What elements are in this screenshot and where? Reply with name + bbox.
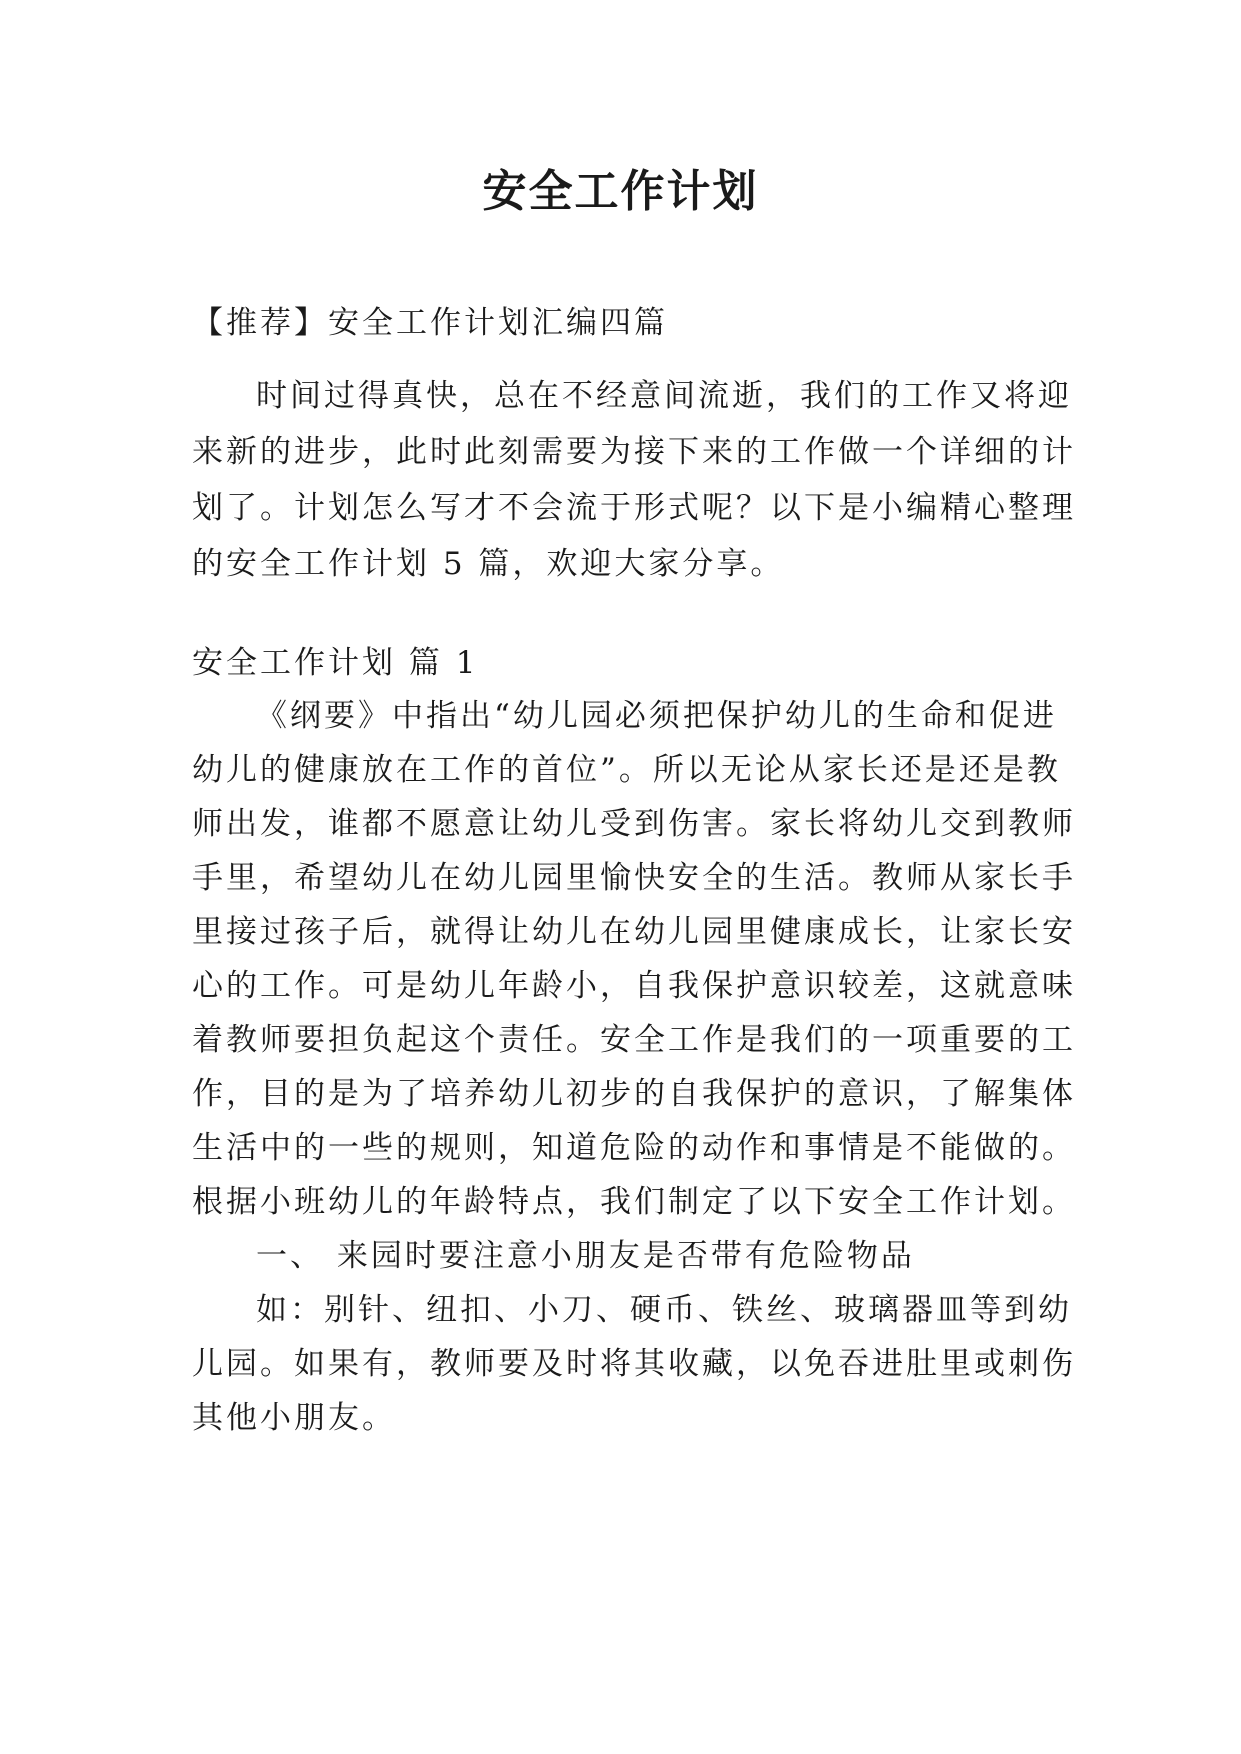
body-line: 心的工作。可是幼儿年龄小，自我保护意识较差，这就意味: [192, 968, 1076, 1004]
document-title: 安全工作计划: [482, 166, 759, 217]
body-line: 《纲要》中指出“幼儿园必须把保护幼儿的生命和促进: [256, 698, 1057, 734]
document-subtitle: 【推荐】安全工作计划汇编四篇: [192, 305, 668, 341]
intro-line: 来新的进步，此时此刻需要为接下来的工作做一个详细的计: [192, 434, 1076, 470]
item-line: 其他小朋友。: [192, 1400, 396, 1436]
intro-line: 时间过得真快，总在不经意间流逝，我们的工作又将迎: [256, 378, 1072, 414]
item-heading: 一、 来园时要注意小朋友是否带有危险物品: [256, 1238, 915, 1274]
body-line: 作，目的是为了培养幼儿初步的自我保护的意识，了解集体: [192, 1076, 1076, 1112]
item-line: 儿园。如果有，教师要及时将其收藏，以免吞进肚里或刺伤: [192, 1346, 1076, 1382]
intro-line: 划了。计划怎么写才不会流于形式呢？以下是小编精心整理: [192, 490, 1076, 526]
intro-line: 的安全工作计划 5 篇，欢迎大家分享。: [192, 546, 785, 582]
body-line: 里接过孩子后，就得让幼儿在幼儿园里健康成长，让家长安: [192, 914, 1076, 950]
body-line: 师出发，谁都不愿意让幼儿受到伤害。家长将幼儿交到教师: [192, 806, 1076, 842]
section-heading: 安全工作计划 篇 1: [192, 645, 479, 681]
body-line: 手里，希望幼儿在幼儿园里愉快安全的生活。教师从家长手: [192, 860, 1076, 896]
body-line: 生活中的一些的规则，知道危险的动作和事情是不能做的。: [192, 1130, 1076, 1166]
body-line: 着教师要担负起这个责任。安全工作是我们的一项重要的工: [192, 1022, 1076, 1058]
body-line: 幼儿的健康放在工作的首位”。所以无论从家长还是还是教: [192, 752, 1061, 788]
item-line: 如：别针、纽扣、小刀、硬币、铁丝、玻璃器皿等到幼: [256, 1292, 1072, 1328]
body-line: 根据小班幼儿的年龄特点，我们制定了以下安全工作计划。: [192, 1184, 1076, 1220]
